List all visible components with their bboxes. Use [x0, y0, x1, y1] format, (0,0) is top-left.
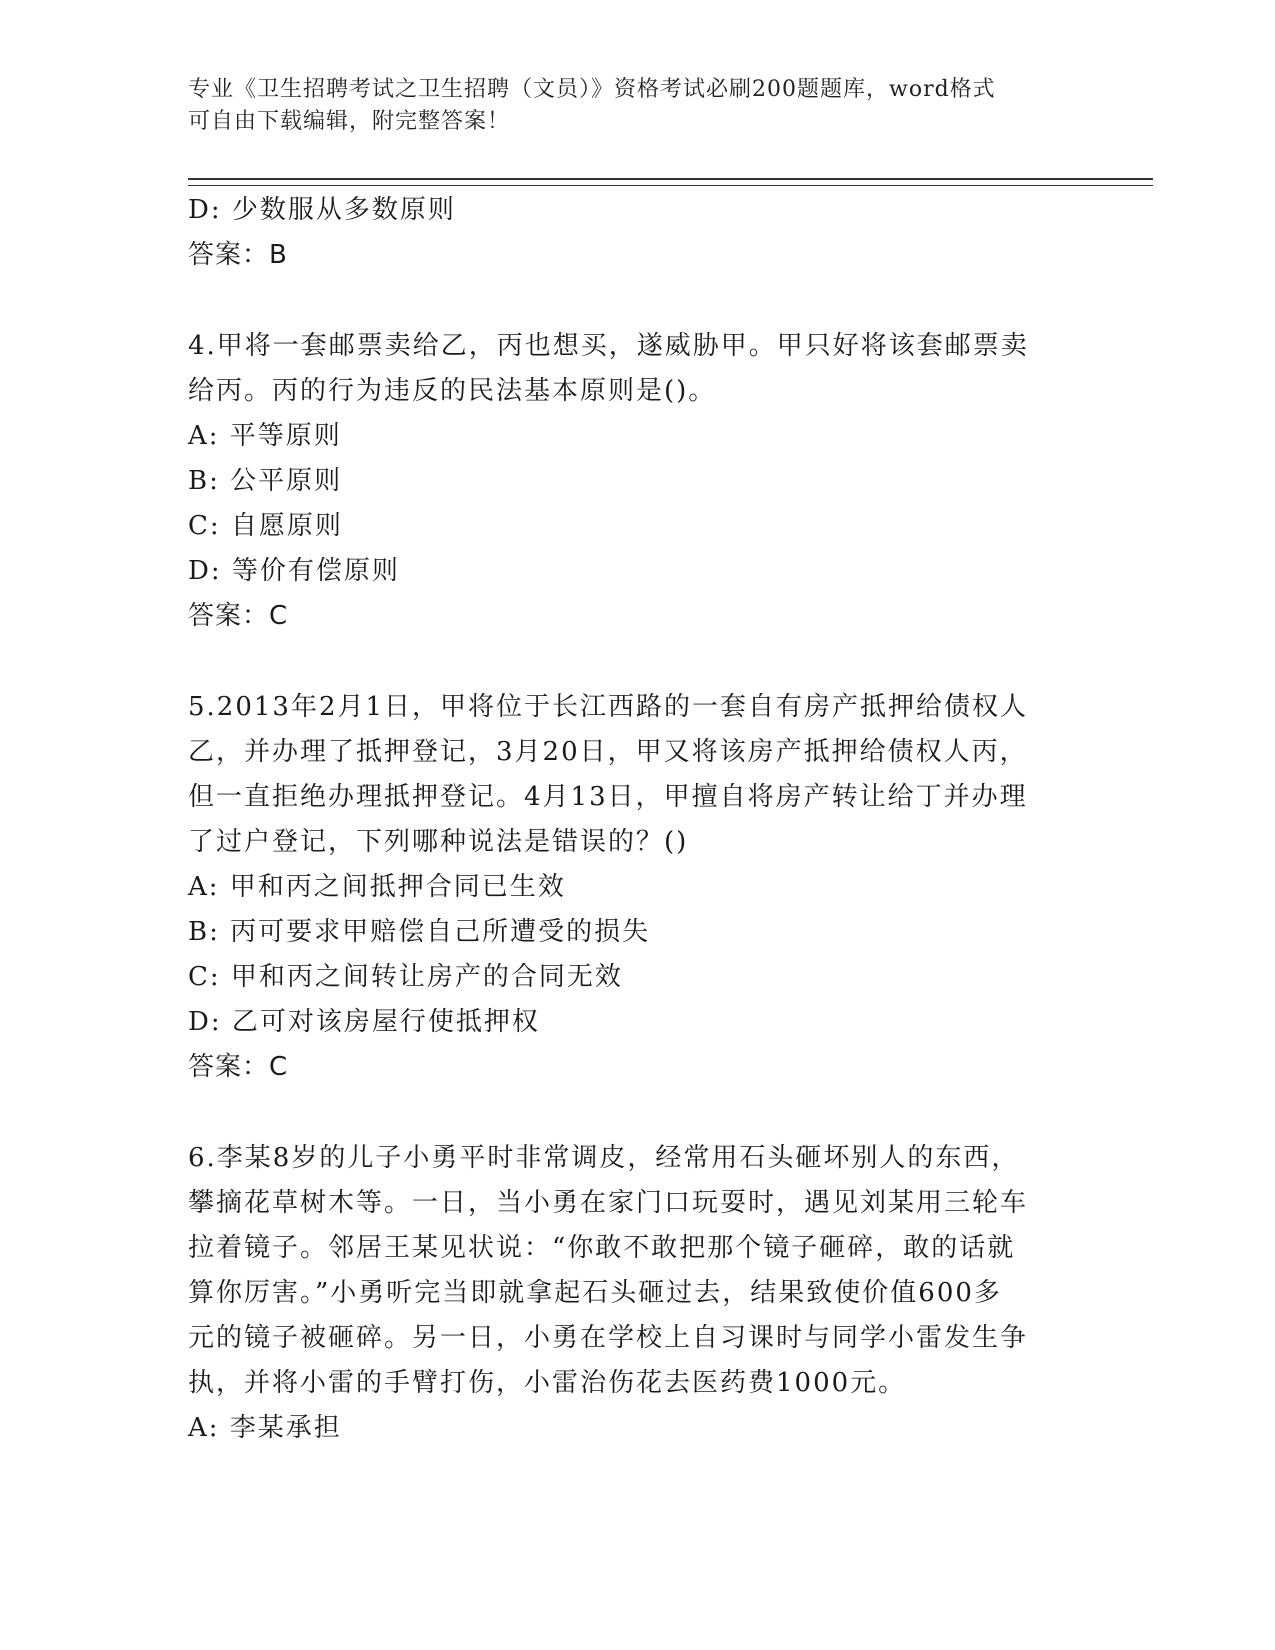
- stem-line: 6.李某8岁的儿子小勇平时非常调皮，经常用石头砸坏别人的东西，: [188, 1143, 1020, 1173]
- stem-line: 拉着镜子。邻居王某见状说：“你敢不敢把那个镜子砸碎，敢的话就: [188, 1233, 1016, 1263]
- stem-line: 执，并将小雷的手臂打伤，小雷治伤花去医药费1000元。: [188, 1368, 907, 1398]
- answer: 答案：B: [188, 240, 288, 270]
- option-d: D: 乙可对该房屋行使抵押权: [188, 1007, 540, 1037]
- stem-line: 给丙。丙的行为违反的民法基本原则是()。: [188, 376, 717, 406]
- stem-line: 4.甲将一套邮票卖给乙，丙也想买，遂威胁甲。甲只好将该套邮票卖: [188, 331, 1029, 361]
- page-header: [188, 74, 1068, 138]
- question-5: [188, 685, 1068, 1090]
- stem-line: 5.2013年2月1日，甲将位于长江西路的一套自有房产抵押给债权人: [188, 692, 1029, 722]
- question-stem: [188, 324, 1068, 414]
- stem-line: 算你厉害。”小勇听完当即就拿起石头砸过去，结果致使价值600多: [188, 1278, 1002, 1308]
- option-c: C: 自愿原则: [188, 511, 343, 541]
- question-stem: [188, 685, 1068, 865]
- option-b: B: 公平原则: [188, 466, 343, 496]
- option-a: A: 平等原则: [188, 421, 342, 451]
- answer: 答案：C: [188, 601, 289, 631]
- question-content: [188, 188, 1068, 1451]
- header-divider: [188, 178, 1153, 186]
- question-4: [188, 324, 1068, 639]
- header-line-1: 专业《卫生招聘考试之卫生招聘（文员）》资格考试必刷200题题库，word格式: [188, 77, 996, 102]
- option-d: D: 少数服从多数原则: [188, 195, 456, 225]
- question-3-tail: [188, 188, 1068, 278]
- stem-line: 但一直拒绝办理抵押登记。4月13日，甲擅自将房产转让给丁并办理: [188, 782, 1028, 812]
- stem-line: 攀摘花草树木等。一日，当小勇在家门口玩耍时，遇见刘某用三轮车: [188, 1188, 1029, 1218]
- option-a: A: 甲和丙之间抵押合同已生效: [188, 872, 566, 902]
- question-6: [188, 1136, 1068, 1451]
- answer: 答案：C: [188, 1052, 289, 1082]
- stem-line: 元的镜子被砸碎。另一日，小勇在学校上自习课时与同学小雷发生争: [188, 1323, 1029, 1353]
- question-stem: [188, 1136, 1068, 1406]
- stem-line: 了过户登记，下列哪种说法是错误的？(): [188, 827, 689, 857]
- option-d: D: 等价有偿原则: [188, 556, 400, 586]
- option-a: A: 李某承担: [188, 1413, 342, 1443]
- option-b: B: 丙可要求甲赔偿自己所遭受的损失: [188, 917, 651, 947]
- header-line-2: 可自由下载编辑，附完整答案！: [188, 109, 511, 134]
- option-c: C: 甲和丙之间转让房产的合同无效: [188, 962, 623, 992]
- stem-line: 乙，并办理了抵押登记，3月20日，甲又将该房产抵押给债权人丙，: [188, 737, 1028, 767]
